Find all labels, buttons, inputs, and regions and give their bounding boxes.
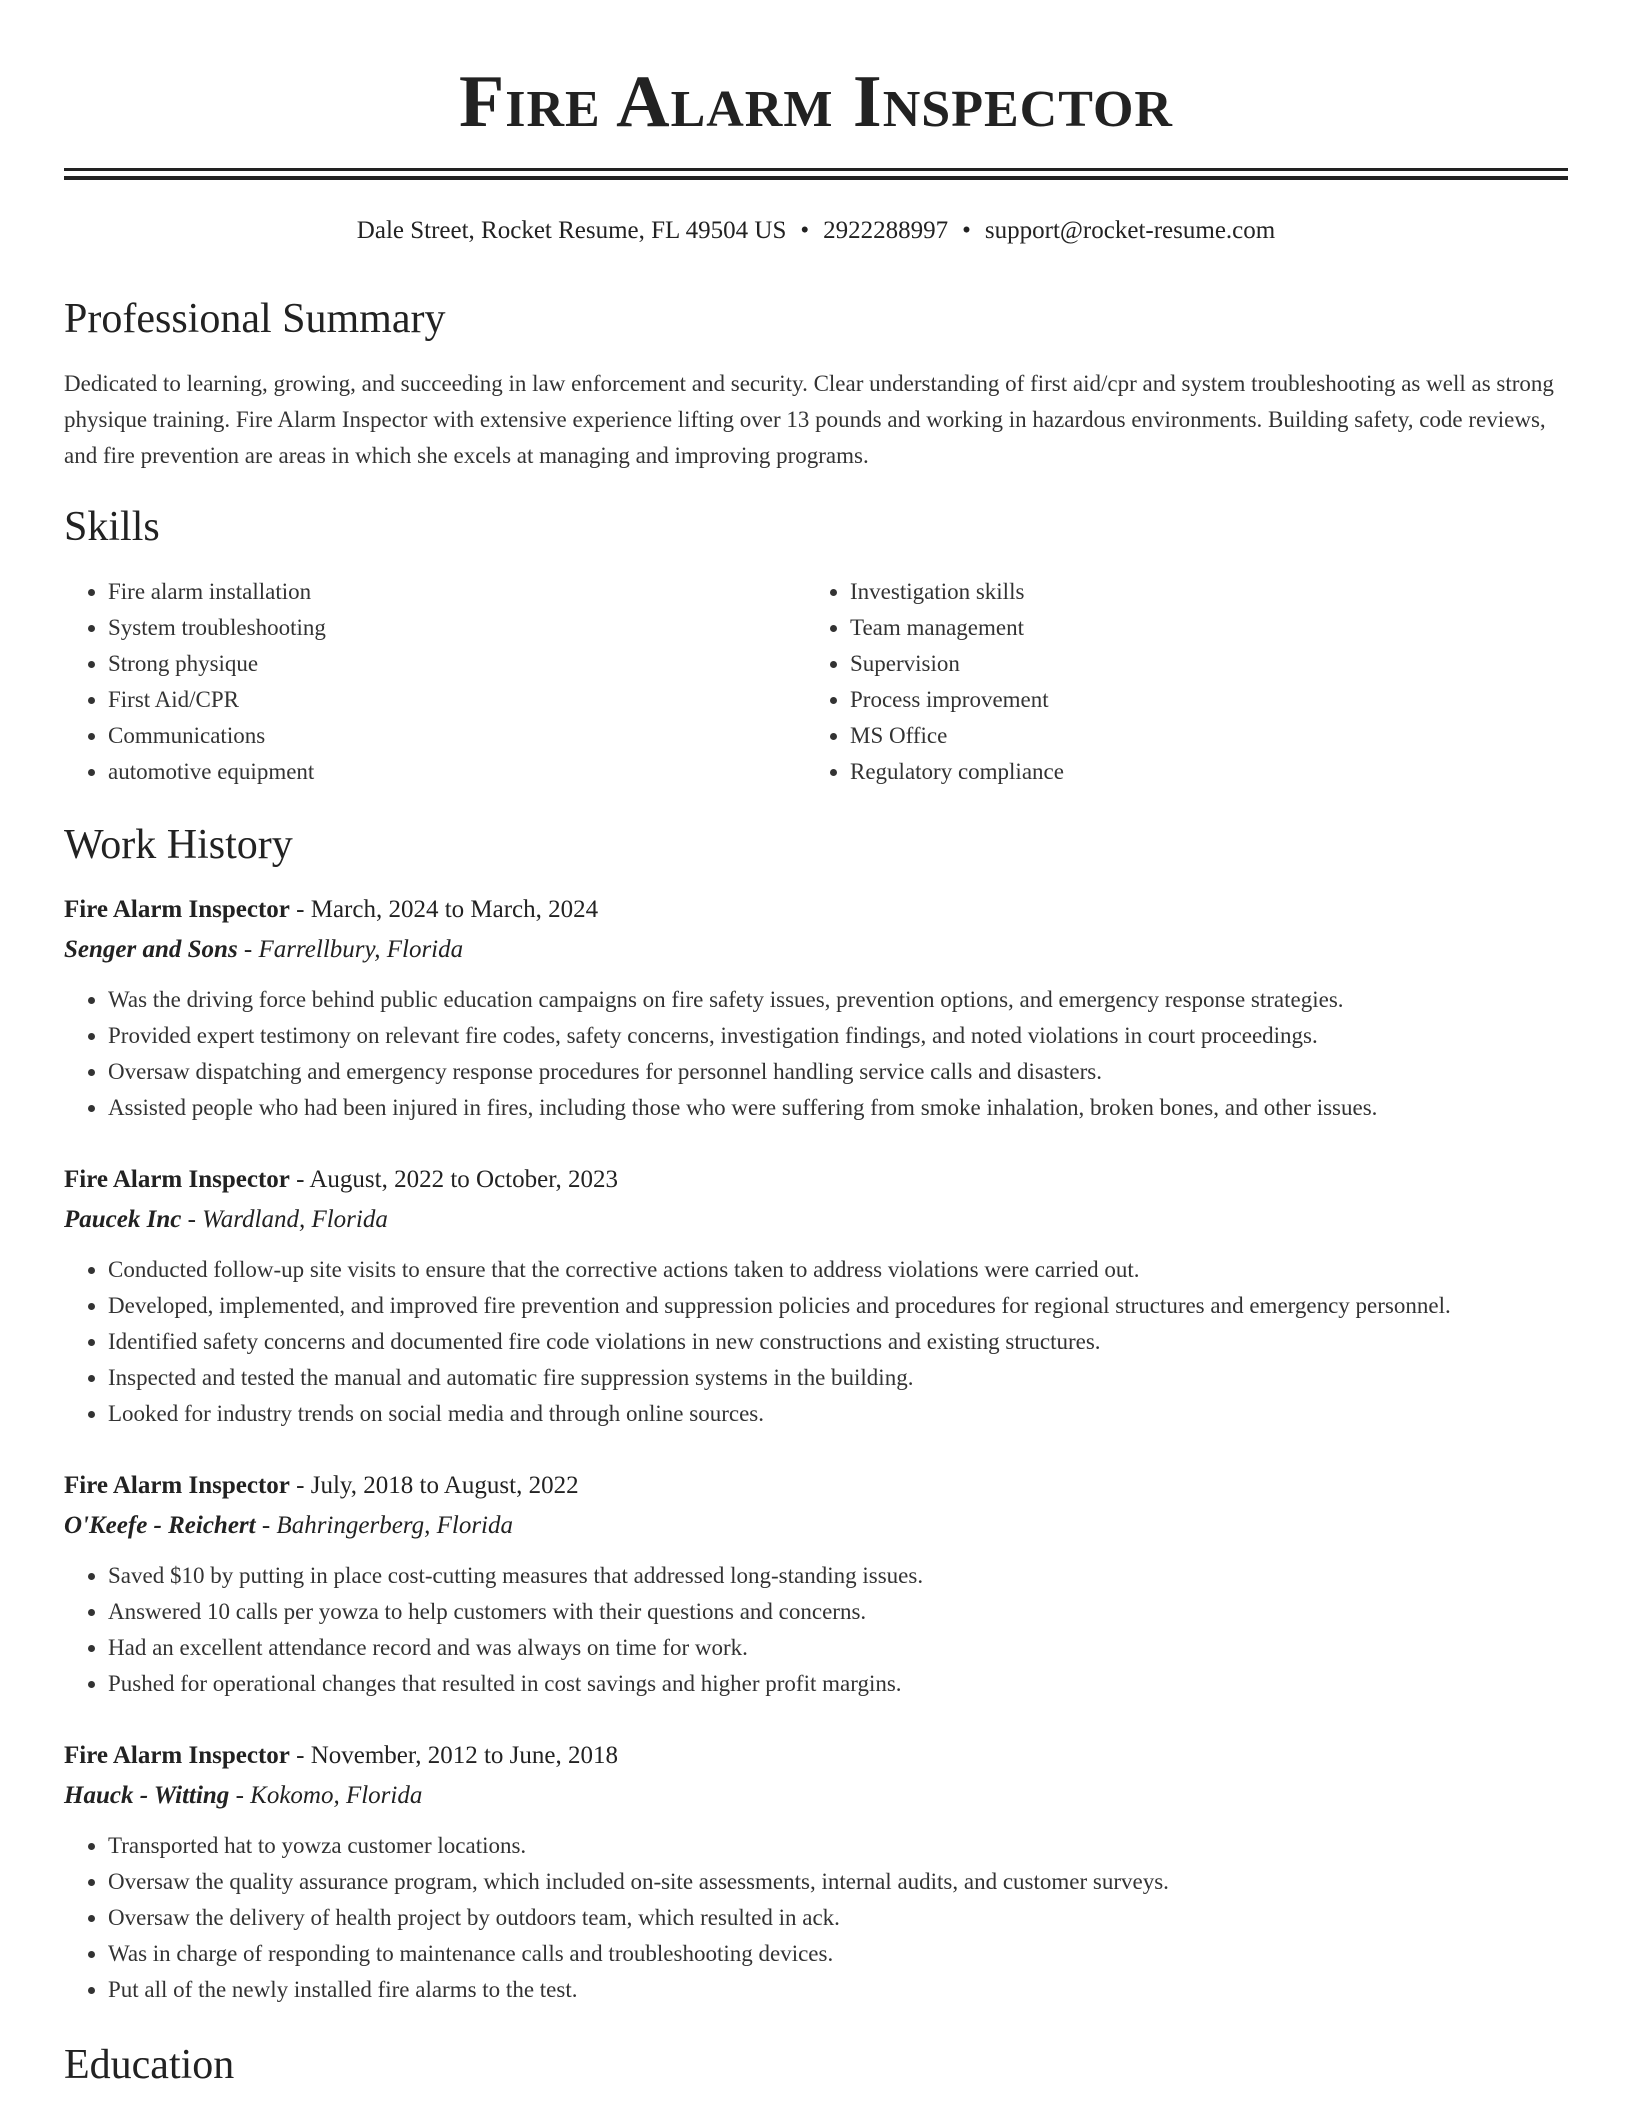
skills-heading: Skills (64, 504, 160, 550)
job-dates: - August, 2022 to October, 2023 (289, 1166, 619, 1193)
job-entry (64, 892, 1568, 1126)
job-company-line (64, 1508, 1568, 1544)
job-header (64, 1468, 1568, 1504)
skill-item: • System troubleshooting (108, 610, 804, 646)
job-header (64, 1738, 1568, 1774)
job-company: Hauck - Witting (64, 1782, 230, 1809)
skill-item: • Investigation skills (850, 574, 1546, 610)
job-duties (64, 1558, 1568, 1702)
job-duty: • Looked for industry trends on social media and through online sources. (108, 1396, 1568, 1432)
job-title: Fire Alarm Inspector (64, 1166, 290, 1193)
skills-column-left (64, 574, 804, 790)
work-history-heading: Work History (64, 822, 293, 868)
contact-email: support@rocket-resume.com (984, 217, 1276, 244)
job-duty: • Oversaw the quality assurance program, which included on-site assessments, internal audits, and customer surveys. (108, 1864, 1568, 1900)
job-location: - Farrellbury, Florida (237, 936, 464, 963)
job-duty: • Oversaw dispatching and emergency response procedures for personnel handling service calls and disasters. (108, 1054, 1568, 1090)
title-divider-thin (64, 176, 1568, 180)
skills-column-right (806, 574, 1546, 790)
job-duty: • Assisted people who had been injured in fires, including those who were suffering from smoke inhalation, broken bones, and other issues. (108, 1090, 1568, 1126)
job-header (64, 1162, 1568, 1198)
job-location: - Kokomo, Florida (229, 1782, 423, 1809)
contact-phone: 2922288997 (823, 217, 949, 244)
job-duty: • Conducted follow-up site visits to ensure that the corrective actions taken to address violations were carried out. (108, 1252, 1568, 1288)
job-entry (64, 1738, 1568, 2008)
job-duties (64, 1252, 1568, 1432)
job-duty: • Saved $10 by putting in place cost-cutting measures that addressed long-standing issues. (108, 1558, 1568, 1594)
job-dates: - July, 2018 to August, 2022 (289, 1472, 579, 1499)
job-header (64, 892, 1568, 928)
job-company: Paucek Inc (64, 1206, 182, 1233)
skill-item: • Process improvement (850, 682, 1546, 718)
job-title: Fire Alarm Inspector (64, 896, 290, 923)
job-duty: • Developed, implemented, and improved fire prevention and suppression policies and procedures for regional structures and emergency personnel. (108, 1288, 1568, 1324)
job-dates: - March, 2024 to March, 2024 (289, 896, 599, 923)
contact-address: Dale Street, Rocket Resume, FL 49504 US (356, 217, 787, 244)
job-title: Fire Alarm Inspector (64, 1742, 290, 1769)
job-company-line (64, 1202, 1568, 1238)
job-duty: • Had an excellent attendance record and was always on time for work. (108, 1630, 1568, 1666)
job-duty: • Inspected and tested the manual and automatic fire suppression systems in the building. (108, 1360, 1568, 1396)
skill-item: • First Aid/CPR (108, 682, 804, 718)
contact-separator: • (800, 217, 810, 244)
job-entry (64, 1468, 1568, 1702)
job-duty: • Oversaw the delivery of health project by outdoors team, which resulted in ack. (108, 1900, 1568, 1936)
skill-item: • Supervision (850, 646, 1546, 682)
job-company: Senger and Sons (64, 936, 238, 963)
job-duties (64, 982, 1568, 1126)
job-dates: - November, 2012 to June, 2018 (289, 1742, 619, 1769)
job-location: - Bahringerberg, Florida (255, 1512, 513, 1539)
job-duty: • Provided expert testimony on relevant fire codes, safety concerns, investigation findings, and noted violations in court proceedings. (108, 1018, 1568, 1054)
job-location: - Wardland, Florida (181, 1206, 388, 1233)
skill-item: • Fire alarm installation (108, 574, 804, 610)
job-company: O'Keefe - Reichert (64, 1512, 256, 1539)
job-title: Fire Alarm Inspector (64, 1472, 290, 1499)
job-duty: • Answered 10 calls per yowza to help customers with their questions and concerns. (108, 1594, 1568, 1630)
skill-item: • MS Office (850, 718, 1546, 754)
contact-line (64, 214, 1568, 248)
skill-item: • automotive equipment (108, 754, 804, 790)
skill-item: • Communications (108, 718, 804, 754)
page-title: Fire Alarm Inspector (459, 61, 1173, 143)
job-duties (64, 1828, 1568, 2008)
job-duty: • Pushed for operational changes that resulted in cost savings and higher profit margins. (108, 1666, 1568, 1702)
skill-item: • Team management (850, 610, 1546, 646)
job-company-line (64, 932, 1568, 968)
title-divider-thick (64, 168, 1568, 171)
skill-item: • Strong physique (108, 646, 804, 682)
summary-text: Dedicated to learning, growing, and succeeding in law enforcement and security. Clear understanding of first aid/cpr and system troubleshooting as well as strong physique training. Fire Alarm Inspector with extensive experience lifting over 13 pounds and working in hazardous environments. Building safety, code reviews, and fire prevention are areas in which she excels at managing and improving programs. (64, 371, 1554, 468)
summary-heading: Professional Summary (64, 296, 446, 342)
job-entry (64, 1162, 1568, 1432)
contact-separator: • (962, 217, 971, 244)
job-duty: • Was the driving force behind public education campaigns on fire safety issues, prevention options, and emergency response strategies. (108, 982, 1568, 1018)
skill-item: • Regulatory compliance (850, 754, 1546, 790)
job-duty: • Put all of the newly installed fire alarms to the test. (108, 1972, 1568, 2008)
job-duty: • Identified safety concerns and documented fire code violations in new constructions and existing structures. (108, 1324, 1568, 1360)
education-heading: Education (64, 2042, 235, 2088)
job-company-line (64, 1778, 1568, 1814)
job-duty: • Transported hat to yowza customer locations. (108, 1828, 1568, 1864)
job-duty: • Was in charge of responding to maintenance calls and troubleshooting devices. (108, 1936, 1568, 1972)
